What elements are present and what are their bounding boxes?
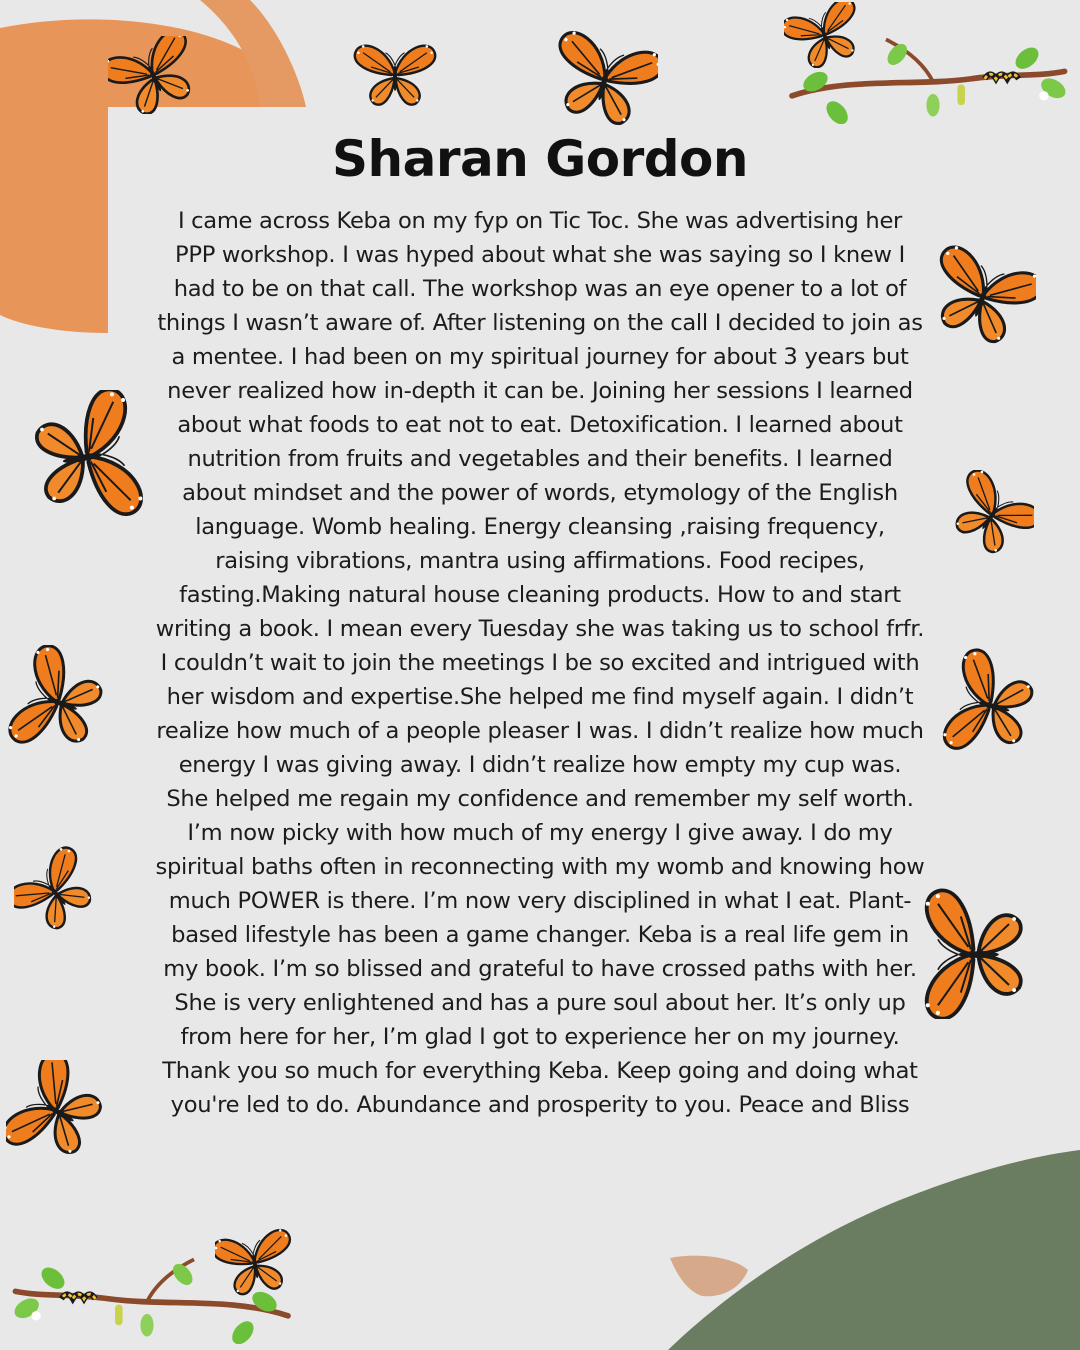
branch-with-caterpillars-icon (0, 1250, 294, 1344)
butterfly-icon (352, 40, 438, 110)
butterfly-icon (108, 36, 200, 114)
butterfly-icon (940, 648, 1044, 760)
butterfly-icon (910, 885, 1042, 1019)
butterfly-icon (948, 470, 1034, 560)
butterfly-icon (550, 30, 658, 130)
butterfly-icon (8, 645, 112, 757)
testimonial-body: I came across Keba on my fyp on Tic Toc. She was advertising her PPP workshop. I was hyped about what she was saying so I knew I had to be on that call. The workshop was an eye opener to a lot of things I wasn’t aware of. After listening on the call I decided to join as a mentee. I had been on my spiritual journey for about 3 years but never realized how in-depth it can be. Joining her sessions I learned about what foods to eat not to eat. Detoxification. I learned about nutrition from fruits and vegetables and their benefits. I learned about mindset and the power of words, etymology of the English language. Womb healing. Energy cleansing ,raising frequency, raising vibrations, mantra using affirmations. Food recipes, fasting.Making natural house cleaning products. How to and start writing a book. I mean every Tuesday she was taking us to school frfr. I couldn’t wait to join the meetings I be so excited and intrigued with her wisdom and expertise.She helped me find myself again. I didn’t realize how much of a people pleaser I was. I didn’t realize how much energy I was giving away. I didn’t realize how empty my cup was. She helped me regain my confidence and remember my self worth. I’m now picky with how much of my energy I give away. I do my spiritual baths often in reconnecting with my womb and knowing how much POWER is there. I’m now very disciplined in what I eat. Plant-based lifestyle has been a game changer. Keba is a real life gem in my book. I’m so blissed and grateful to have crossed paths with her. She is very enlightened and has a pure soul about her. It’s only up from here for her, I’m glad I got to experience her on my journey. Thank you so much for everything Keba. Keep going and doing what you're led to do. Abundance and prosperity to you. Peace and Bliss (155, 208, 925, 1118)
branch-with-caterpillars-icon (786, 30, 1080, 124)
butterfly-icon (14, 846, 98, 938)
butterfly-icon (928, 245, 1036, 349)
testimonial-title: Sharan Gordon (331, 130, 749, 188)
butterfly-icon (20, 390, 150, 520)
butterfly-icon (6, 1060, 110, 1160)
